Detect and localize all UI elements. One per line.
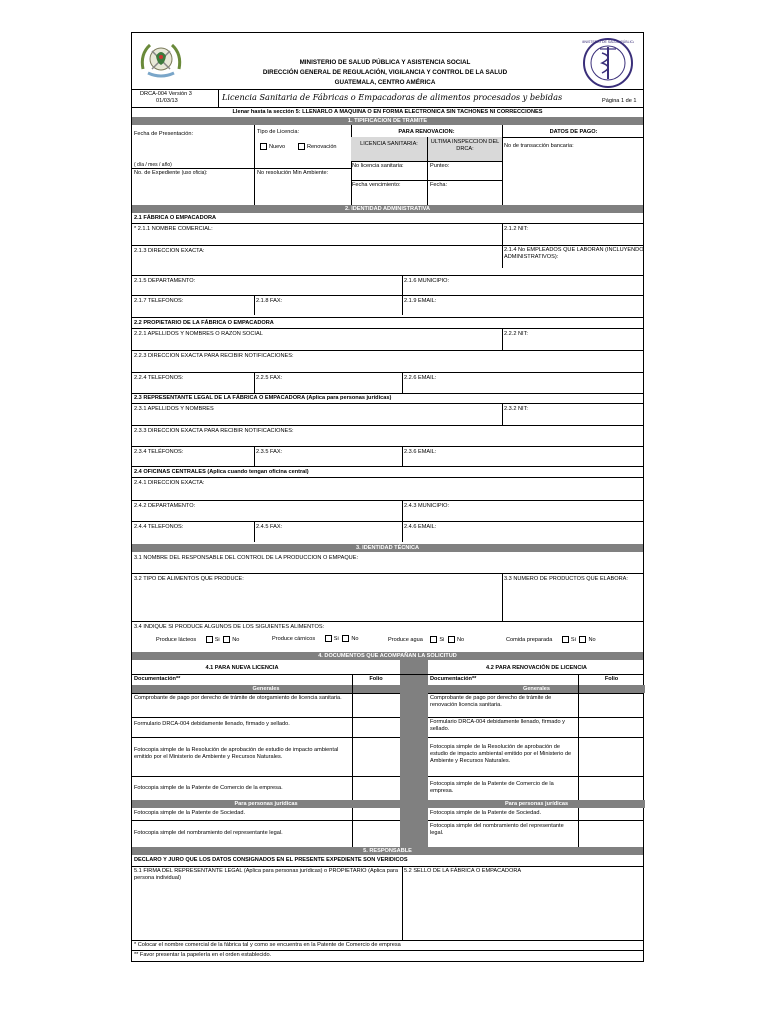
right-jur-2: Fotocopia simple del nombramiento del representante legal. [430, 823, 564, 836]
comida-group [506, 636, 596, 644]
lacteos-label: Produce lácteos [156, 636, 197, 643]
right-doc-1: Comprobante de pago por derecho de trámite de renovación licencia sanitaria. [430, 695, 552, 708]
right-doc-3: Fotocopia simple de la Resolución de aprobación de estudio de impacto ambiental emitido por el Ministerio de Ambiente y Recursos Naturales. [430, 744, 572, 764]
section4-title: 4. DOCUMENTOS QUE ACOMPAÑAN LA SOLICITUD [132, 652, 643, 660]
f244-label: 2.4.4 TELEFONOS: [134, 524, 184, 530]
left-doc-2: Formulario DRCA-004 debidamente llenado, firmado y sellado. [134, 721, 290, 727]
f214-label: 2.1.4 No EMPLEADOS QUE LABORAN (INCLUYENDO ADMINISTRATIVOS): [504, 247, 644, 260]
f245-label: 2.4.5 FAX: [256, 524, 283, 530]
fecha-hint: ( día / mes / año) [134, 162, 172, 168]
right-doc-4: Fotocopia simple de la Patente de Comercio de la empresa. [430, 781, 554, 794]
comida-si-label: Si [570, 636, 576, 643]
lacteos-si-label: Si [214, 636, 220, 643]
s21-title: 2.1 FÁBRICA O EMPACADORA [134, 215, 217, 221]
renovacion-label: Renovación [307, 143, 337, 150]
f226-label: 2.2.6 EMAIL: [404, 375, 437, 381]
guatemala-coat-of-arms-icon [138, 39, 184, 81]
f213-label: 2.1.3 DIRECCION EXACTA: [134, 248, 205, 254]
right-folio-header: Folio [604, 676, 619, 682]
f218-label: 2.1.8 FAX: [256, 298, 283, 304]
agua-no-checkbox[interactable] [448, 636, 455, 643]
left-jur-2: Fotocopia simple del nombramiento del representante legal. [134, 830, 283, 836]
f243-label: 2.4.3 MUNICIPIO: [404, 503, 450, 509]
no-licencia-label: No licencia sanitaria: [352, 163, 404, 169]
f234-label: 2.3.4 TELÉFONOS: [134, 449, 184, 455]
f236-label: 2.3.6 EMAIL: [404, 449, 437, 455]
lacteos-no-checkbox[interactable] [223, 636, 230, 643]
section1-title: 1. TIPIFICACION DE TRAMITE [132, 117, 643, 125]
left-jur-1: Fotocopia simple de la Patente de Sociedad. [134, 810, 246, 816]
lacteos-group [156, 636, 239, 644]
licencia-sanitaria-header: LICENCIA SANITARIA: [360, 141, 418, 147]
carnicos-no-checkbox[interactable] [342, 635, 349, 642]
declaro-text: DECLARO Y JURO QUE LOS DATOS CONSIGNADOS EN EL PRESENTE EXPEDIENTE SON VERIDICOS [134, 857, 408, 863]
renovacion-option[interactable] [296, 143, 337, 151]
carnicos-label: Produce cárnicos [272, 635, 316, 642]
carnicos-si-label: Si [333, 635, 339, 642]
left-folio-header: Folio [369, 676, 383, 682]
note-2: ** Favor presentar la papelería en el orden establecido. [134, 952, 272, 958]
f51-label: 5.1 FIRMA DEL REPRESENTANTE LEGAL (Aplica para personas jurídicas) o PROPIETARIO (Aplica para persona individual) [134, 868, 398, 881]
right-doc-2: Formulario DRCA-004 debidamente llenado, firmado y sellado. [430, 719, 565, 732]
renovacion-checkbox[interactable] [298, 143, 305, 150]
f219-label: 2.1.9 EMAIL: [404, 298, 437, 304]
expediente-text: No. de Expediente [134, 170, 181, 176]
lacteos-si-checkbox[interactable] [206, 636, 213, 643]
nuevo-checkbox[interactable] [260, 143, 267, 150]
fecha-label: Fecha: [430, 182, 448, 188]
agua-si-label: Si [439, 636, 445, 643]
f242-label: 2.4.2 DEPARTAMENTO: [134, 503, 196, 509]
f32-label: 3.2 TIPO DE ALIMENTOS QUE PRODUCE: [134, 576, 244, 582]
s24-title: 2.4 OFICINAS CENTRALES (Aplica cuando tengan oficina central) [134, 469, 309, 475]
lacteos-no-label: No [232, 636, 240, 643]
agua-no-label: No [456, 636, 465, 643]
f246-label: 2.4.6 EMAIL: [404, 524, 437, 530]
right-generales: Generales [428, 685, 645, 693]
comida-label: Comida preparada [506, 636, 553, 643]
f211-label: * 2.1.1 NOMBRE COMERCIAL: [134, 226, 213, 232]
f221-label: 2.2.1 APELLIDOS Y NOMBRES O RAZON SOCIAL [134, 331, 263, 337]
comida-si-checkbox[interactable] [562, 636, 569, 643]
form-date: 01/03/13 [156, 98, 178, 104]
header-line1: MINISTERIO DE SALUD PÚBLICA Y ASISTENCIA SOCIAL [299, 59, 471, 66]
f217-label: 2.1.7 TELEFONOS: [134, 298, 184, 304]
fecha-vencimiento-label: Fecha vencimiento: [352, 182, 401, 188]
left-doc-3: Fotocopia simple de la Resolución de aprobación de estudio de impacto ambiental emitido por el Ministerio de Ambiente y Recursos Naturales. [134, 747, 339, 760]
f235-label: 2.3.5 FAX: [256, 449, 283, 455]
f222-label: 2.2.2 NIT: [504, 331, 528, 337]
s23-title: 2.3 REPRESENTANTE LEGAL DE LA FÁBRICA O EMPACADORA (Aplica para personas jurídicas) [134, 395, 392, 401]
left-doc-1: Comprobante de pago por derecho de trámite de otorgamiento de licencia sanitaria. [134, 695, 342, 701]
agua-group [388, 636, 464, 644]
f231-label: 2.3.1 APELLIDOS Y NOMBRES [134, 406, 214, 412]
nuevo-label: Nuevo [269, 143, 286, 150]
f232-label: 2.3.2 NIT: [504, 406, 528, 412]
expediente-label [134, 170, 207, 177]
nuevo-option[interactable] [258, 143, 285, 151]
right-title: 4.2 PARA RENOVACIÓN DE LICENCIA [486, 665, 587, 671]
seal-text: MINISTERIO DE SALUD PÚBLICA [582, 40, 634, 44]
datos-pago-title: DATOS DE PAGO: [549, 129, 598, 135]
left-juridicas: Para personas jurídicas [132, 800, 400, 808]
carnicos-no-label: No [351, 635, 359, 642]
section2-title: 2. IDENTIDAD ADMINISTRATIVA [132, 205, 643, 213]
form-title: Licencia Sanitaria de Fábricas o Empacadoras de alimentos procesados y bebidas [222, 92, 563, 102]
left-doc-header: Documentación** [134, 676, 181, 682]
expediente-hint: (uso oficia): [181, 170, 208, 176]
para-renovacion-title: PARA RENOVACION: [398, 129, 455, 135]
f33-label: 3.3 NUMERO DE PRODUCTOS QUE ELABORA: [504, 576, 628, 582]
punteo-label: Punteo: [430, 163, 450, 169]
section4-divider [400, 660, 428, 847]
f216-label: 2.1.6 MUNICIPIO: [404, 278, 450, 284]
left-generales: Generales [132, 685, 400, 693]
page-number: Página 1 de 1 [602, 98, 637, 104]
fecha-presentacion-label: Fecha de Presentación: [134, 131, 194, 137]
header-line2: DIRECCIÓN GENERAL DE REGULACIÓN, VIGILANCIA Y CONTROL DE LA SALUD [262, 69, 508, 76]
s22-title: 2.2 PROPIETARIO DE LA FÁBRICA O EMPACADORA [134, 320, 274, 326]
f31-label: 3.1 NOMBRE DEL RESPONSABLE DEL CONTROL DE LA PRODUCCION O EMPAQUE: [134, 555, 359, 561]
f225-label: 2.2.5 FAX: [256, 375, 283, 381]
right-jur-1: Fotocopia simple de la Patente de Sociedad. [430, 810, 542, 816]
license-form [131, 32, 644, 962]
note-1: * Colocar el nombre comercial de la fábrica tal y como se encuentra en la Patente de Comercio de empresa [134, 942, 401, 948]
agua-label: Produce agua [388, 636, 423, 643]
comida-no-checkbox[interactable] [579, 636, 586, 643]
form-version: DRCA-004 Versión 3 [140, 91, 192, 97]
f223-label: 2.2.3 DIRECCION EXACTA PARA RECIBIR NOTIFICACIONES: [134, 353, 294, 359]
left-title: 4.1 PARA NUEVA LICENCIA [205, 665, 279, 671]
instruction-text: Llenar hasta la sección 5: LLENARLO A MAQUINA O EN FORMA ELECTRONICA SIN TACHONES NI CORRECCIONES [232, 109, 543, 115]
f241-label: 2.4.1 DIRECCION EXACTA: [134, 480, 205, 486]
resolucion-label: No resolución Min Ambiente: [257, 170, 329, 176]
ministerio-seal-icon [582, 37, 634, 89]
right-doc-header: Documentación** [430, 676, 477, 682]
f224-label: 2.2.4 TELEFONOS: [134, 375, 184, 381]
f52-label: 5.2 SELLO DE LA FÁBRICA O EMPACADORA [404, 868, 522, 874]
transaccion-label: No de transacción bancaria: [504, 143, 574, 149]
f212-label: 2.1.2 NIT: [504, 226, 528, 232]
f233-label: 2.3.3 DIRECCION EXACTA PARA RECIBIR NOTIFICACIONES: [134, 428, 294, 434]
section3-title: 3. IDENTIDAD TÉCNICA [132, 544, 643, 552]
tipo-licencia-label: Tipo de Licencia: [257, 129, 300, 135]
carnicos-group [272, 635, 358, 643]
f215-label: 2.1.5 DEPARTAMENTO: [134, 278, 196, 284]
carnicos-si-checkbox[interactable] [325, 635, 332, 642]
header-line3: GUATEMALA, CENTRO AMÉRICA [334, 79, 436, 86]
f34-label: 3.4 INDIQUE SI PRODUCE ALGUNOS DE LOS SIGUIENTES ALIMENTOS: [134, 624, 325, 630]
right-juridicas: Para personas jurídicas [428, 800, 645, 808]
section5-title: 5. RESPONSABLE [132, 847, 643, 855]
ultima-inspeccion-header: ULTIMA INSPECCION DEL DRCA: [430, 139, 500, 152]
comida-no-label: No [588, 636, 596, 643]
agua-si-checkbox[interactable] [430, 636, 437, 643]
left-doc-4: Fotocopia simple de la Patente de Comercio de la empresa. [134, 785, 283, 791]
